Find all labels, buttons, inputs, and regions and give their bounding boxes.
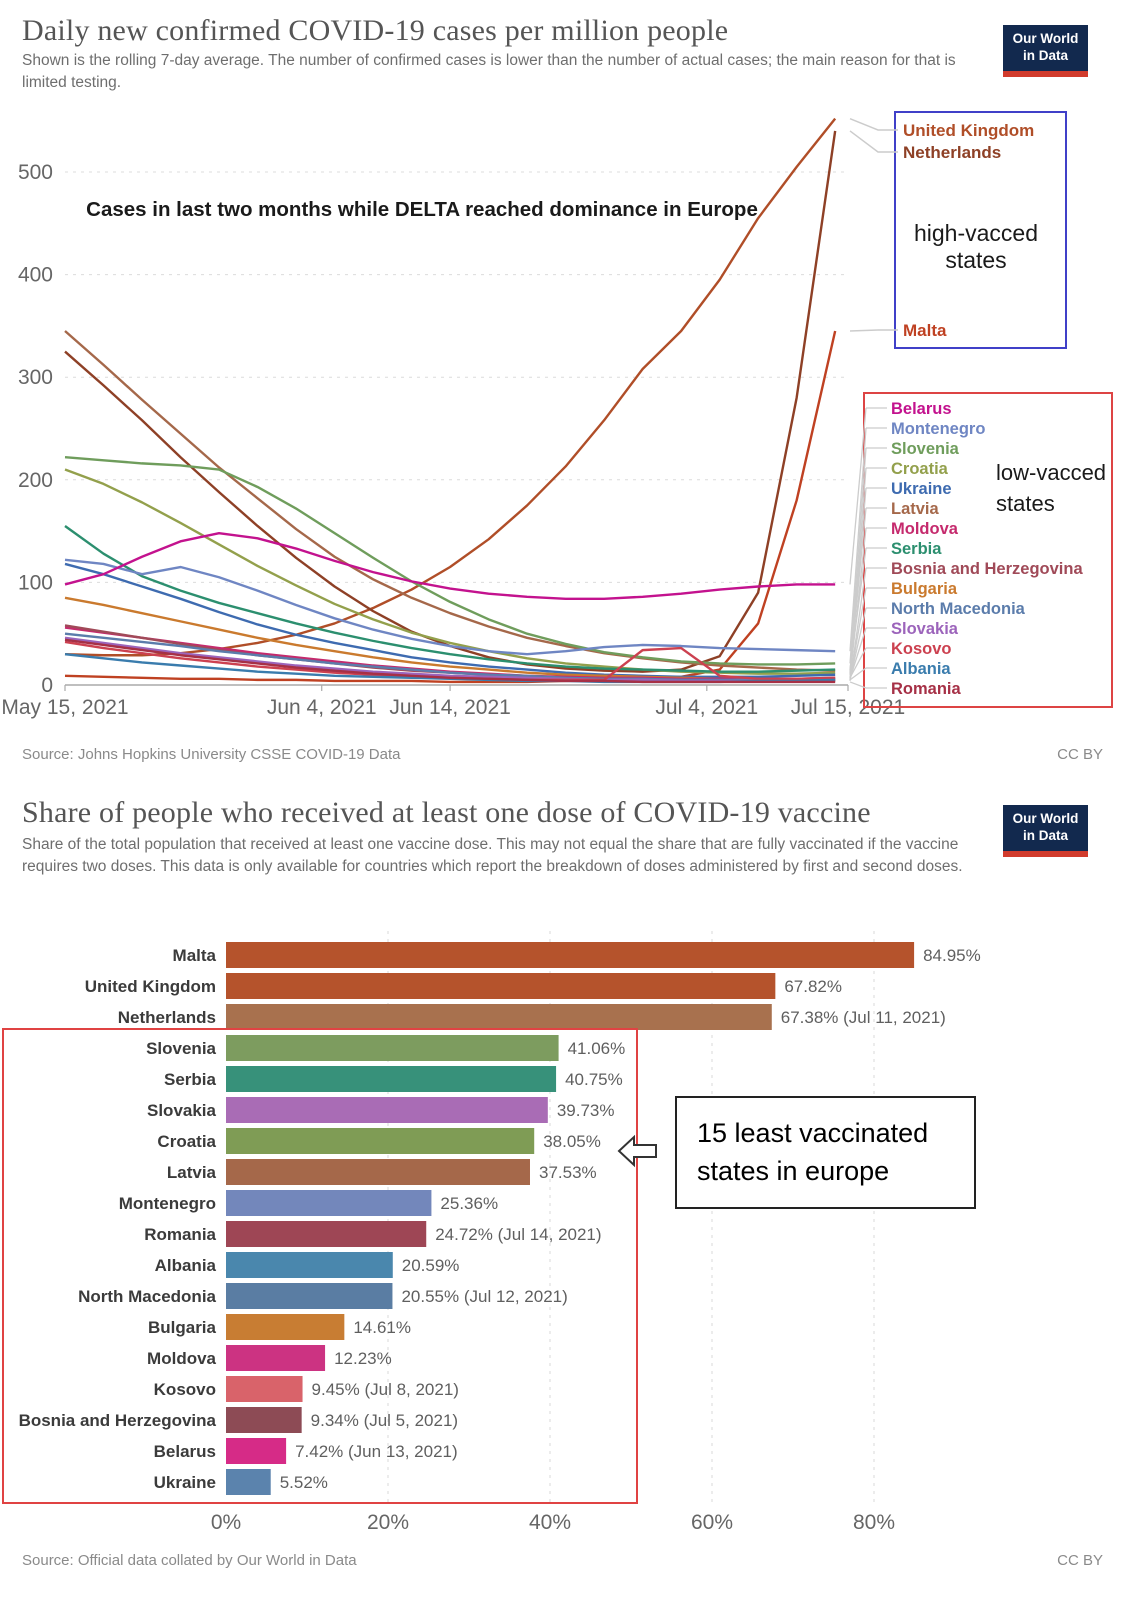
bar-value-ukraine: 5.52% bbox=[279, 1473, 328, 1492]
bar-north-macedonia[interactable] bbox=[226, 1283, 392, 1309]
bar-belarus[interactable] bbox=[226, 1438, 286, 1464]
bar-value-malta: 84.95% bbox=[923, 946, 981, 965]
y-tick-label: 100 bbox=[17, 571, 53, 595]
bar-montenegro[interactable] bbox=[226, 1190, 431, 1216]
bar-serbia[interactable] bbox=[226, 1066, 556, 1092]
bar-netherlands[interactable] bbox=[226, 1004, 772, 1030]
top-chart-subtitle: Shown is the rolling 7-day average. The number of confirmed cases is lower than the number of actual cases; the main reason for that is limited testing. bbox=[22, 52, 956, 92]
bar-label-bosnia-and-herzegovina: Bosnia and Herzegovina bbox=[18, 1411, 216, 1430]
y-tick-label: 500 bbox=[17, 161, 53, 184]
y-tick-label: 300 bbox=[17, 366, 53, 390]
least-vaccinated-annotation-box bbox=[675, 1096, 976, 1209]
bar-united-kingdom[interactable] bbox=[226, 973, 775, 999]
bar-bosnia-and-herzegovina[interactable] bbox=[226, 1407, 302, 1433]
x-tick-label: Jun 4, 2021 bbox=[266, 696, 377, 719]
bar-croatia[interactable] bbox=[226, 1128, 534, 1154]
x-tick-label: 20% bbox=[366, 1511, 410, 1534]
bar-albania[interactable] bbox=[226, 1252, 393, 1278]
legend-label-romania: Romania bbox=[891, 680, 961, 698]
x-tick-label: Jul 15, 2021 bbox=[790, 696, 906, 719]
leader-line bbox=[850, 119, 898, 130]
bar-label-ukraine: Ukraine bbox=[153, 1473, 216, 1492]
bar-label-netherlands: Netherlands bbox=[117, 1008, 216, 1027]
series-line-latvia bbox=[65, 331, 835, 671]
bar-malta[interactable] bbox=[226, 942, 914, 968]
delta-annotation: Cases in last two months while DELTA reached dominance in Europe bbox=[86, 198, 758, 221]
y-tick-label: 400 bbox=[17, 263, 53, 287]
bar-label-united-kingdom: United Kingdom bbox=[84, 977, 216, 996]
bar-value-bulgaria: 14.61% bbox=[353, 1318, 412, 1337]
bar-label-kosovo: Kosovo bbox=[153, 1380, 216, 1399]
x-tick-label: 40% bbox=[528, 1511, 572, 1534]
bar-moldova[interactable] bbox=[226, 1345, 325, 1371]
legend-label-slovenia: Slovenia bbox=[891, 440, 959, 458]
bar-label-serbia: Serbia bbox=[164, 1070, 216, 1089]
legend-label-croatia: Croatia bbox=[891, 460, 948, 478]
bar-bulgaria[interactable] bbox=[226, 1314, 344, 1340]
high-vacced-label: high-vacced states bbox=[913, 220, 1039, 273]
bar-value-latvia: 37.53% bbox=[538, 1163, 597, 1182]
bar-value-slovakia: 39.73% bbox=[556, 1101, 615, 1120]
bar-value-serbia: 40.75% bbox=[565, 1070, 623, 1089]
bar-slovenia[interactable] bbox=[226, 1035, 559, 1061]
bar-slovakia[interactable] bbox=[226, 1097, 548, 1123]
bar-latvia[interactable] bbox=[226, 1159, 530, 1185]
legend-label-latvia: Latvia bbox=[891, 500, 939, 518]
bar-label-slovenia: Slovenia bbox=[146, 1039, 216, 1058]
bar-value-bosnia-and-herzegovina: 9.34% (Jul 5, 2021) bbox=[310, 1411, 459, 1430]
bar-value-north-macedonia: 20.55% (Jul 12, 2021) bbox=[401, 1287, 568, 1306]
legend-label-kosovo: Kosovo bbox=[891, 640, 952, 658]
bar-label-romania: Romania bbox=[144, 1225, 216, 1244]
vaccine-bar-chart bbox=[0, 915, 1125, 1547]
x-tick-label: Jun 14, 2021 bbox=[389, 696, 511, 719]
legend-label-belarus: Belarus bbox=[891, 400, 952, 418]
legend-label-bosnia-and-herzegovina: Bosnia and Herzegovina bbox=[891, 560, 1083, 578]
top-source: Source: Johns Hopkins University CSSE COVID-19 Data bbox=[22, 746, 401, 763]
bar-ukraine[interactable] bbox=[226, 1469, 271, 1495]
legend-label-moldova: Moldova bbox=[891, 520, 958, 538]
bar-label-albania: Albania bbox=[154, 1256, 216, 1275]
bar-value-belarus: 7.42% (Jun 13, 2021) bbox=[295, 1442, 458, 1461]
y-tick-label: 0 bbox=[41, 674, 53, 697]
bar-value-netherlands: 67.38% (Jul 11, 2021) bbox=[780, 1008, 946, 1027]
bar-value-romania: 24.72% (Jul 14, 2021) bbox=[435, 1225, 602, 1244]
x-tick-label: 0% bbox=[210, 1511, 242, 1534]
bar-romania[interactable] bbox=[226, 1221, 426, 1247]
owid-logo-2 bbox=[1003, 805, 1088, 857]
x-tick-label: 80% bbox=[852, 1511, 896, 1534]
bar-label-montenegro: Montenegro bbox=[118, 1194, 216, 1213]
bar-label-belarus: Belarus bbox=[153, 1442, 216, 1461]
legend-label-serbia: Serbia bbox=[891, 540, 942, 558]
x-tick-label: 60% bbox=[690, 1511, 734, 1534]
bar-value-slovenia: 41.06% bbox=[567, 1039, 626, 1058]
bar-value-albania: 20.59% bbox=[401, 1256, 460, 1275]
legend-label-slovakia: Slovakia bbox=[891, 620, 958, 638]
legend-label-albania: Albania bbox=[891, 660, 951, 678]
top-license[interactable]: CC BY bbox=[1057, 746, 1103, 763]
owid-logo-text: Our World in Data bbox=[1012, 31, 1079, 63]
series-line-slovenia bbox=[65, 457, 835, 664]
bar-label-malta: Malta bbox=[172, 946, 216, 965]
legend-label-montenegro: Montenegro bbox=[891, 420, 986, 438]
bar-value-kosovo: 9.45% (Jul 8, 2021) bbox=[311, 1380, 459, 1399]
bottom-license[interactable]: CC BY bbox=[1057, 1552, 1103, 1569]
bar-label-moldova: Moldova bbox=[147, 1349, 216, 1368]
series-line-bulgaria bbox=[65, 598, 835, 680]
annotation-line2: states in europe bbox=[697, 1156, 890, 1187]
bottom-source-row bbox=[22, 1552, 1103, 1569]
legend-label-netherlands: Netherlands bbox=[903, 143, 1002, 162]
owid-logo bbox=[1003, 25, 1088, 77]
series-line-malta bbox=[65, 331, 835, 682]
top-source-row bbox=[22, 746, 1103, 763]
bar-label-latvia: Latvia bbox=[166, 1163, 216, 1182]
bar-label-bulgaria: Bulgaria bbox=[147, 1318, 216, 1337]
y-tick-label: 200 bbox=[17, 468, 53, 492]
bar-value-montenegro: 25.36% bbox=[440, 1194, 499, 1213]
legend-label-ukraine: Ukraine bbox=[891, 480, 952, 498]
legend-label-malta: Malta bbox=[903, 321, 947, 340]
top-chart-title: Daily new confirmed COVID-19 cases per million people bbox=[22, 14, 729, 47]
bottom-source: Source: Official data collated by Our World in Data bbox=[22, 1552, 357, 1569]
bar-label-croatia: Croatia bbox=[157, 1132, 216, 1151]
bar-value-croatia: 38.05% bbox=[543, 1132, 601, 1151]
bottom-chart-title: Share of people who received at least one dose of COVID-19 vaccine bbox=[22, 796, 871, 829]
low-vacced-label: low-vacced states bbox=[996, 460, 1107, 516]
annotation-line1: 15 least vaccinated bbox=[697, 1118, 929, 1148]
legend-label-north-macedonia: North Macedonia bbox=[891, 600, 1025, 618]
legend-label-bulgaria: Bulgaria bbox=[891, 580, 958, 598]
bar-label-north-macedonia: North Macedonia bbox=[78, 1287, 216, 1306]
leader-line bbox=[850, 330, 898, 331]
bar-value-moldova: 12.23% bbox=[334, 1349, 392, 1368]
x-tick-label: May 15, 2021 bbox=[1, 696, 129, 719]
bar-kosovo[interactable] bbox=[226, 1376, 303, 1402]
owid-logo-text-2: Our World in Data bbox=[1012, 811, 1079, 843]
x-tick-label: Jul 4, 2021 bbox=[655, 696, 759, 719]
series-line-montenegro bbox=[65, 560, 835, 654]
bar-value-united-kingdom: 67.82% bbox=[784, 977, 843, 996]
bottom-chart-subtitle: Share of the total population that received at least one vaccine dose. This may not equal the share that are fully vaccinated if the vaccine requires two doses. This data is only available for countries which report the breakdown of doses administered by first and second doses. bbox=[22, 836, 963, 876]
leader-line bbox=[850, 131, 898, 152]
legend-label-united-kingdom: United Kingdom bbox=[903, 121, 1035, 140]
bar-label-slovakia: Slovakia bbox=[147, 1101, 216, 1120]
